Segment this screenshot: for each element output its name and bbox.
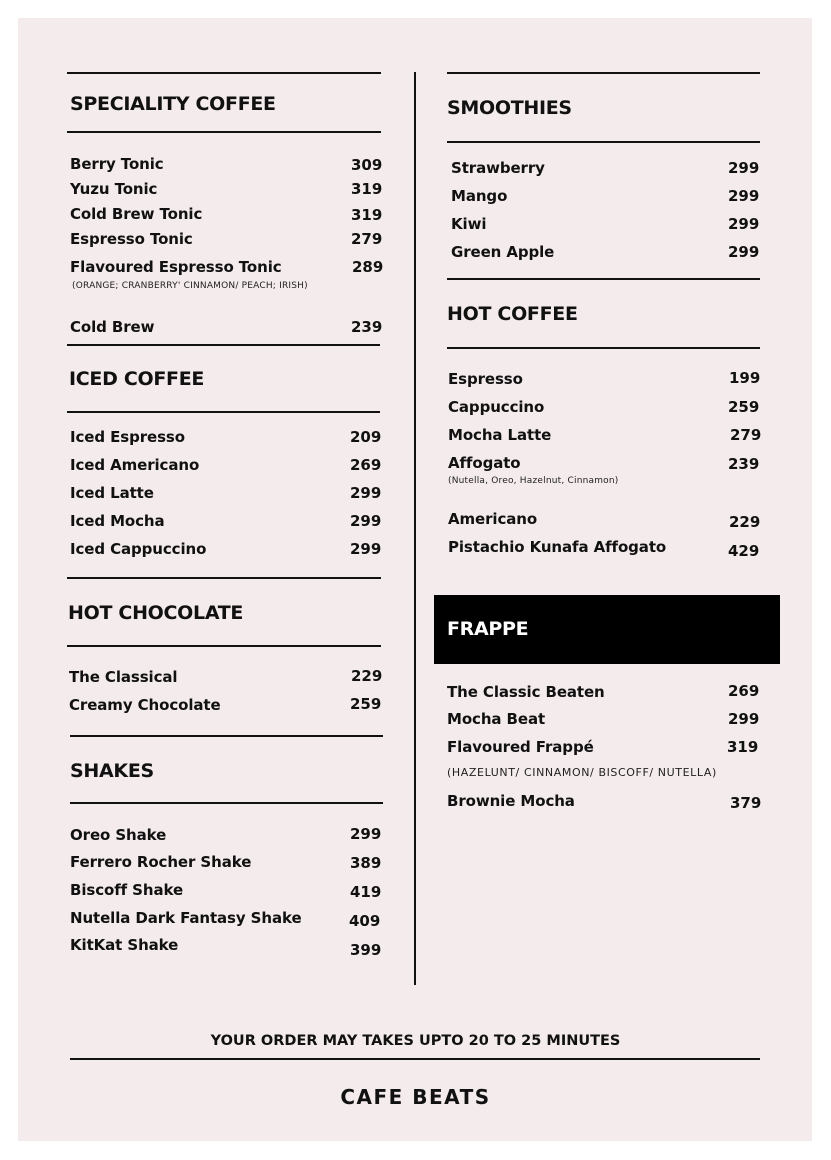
item-price: 259 [350,695,382,713]
divider [67,344,380,346]
item-price: 239 [728,455,760,473]
frappe-header-banner [434,595,780,664]
item-name: Ferrero Rocher Shake [70,853,252,871]
item-price: 289 [352,258,384,276]
section-title-iced-coffee: ICED COFFEE [69,368,205,390]
divider [67,645,381,647]
item-price: 269 [350,456,382,474]
item-note: (HAZELUNT/ CINNAMON/ BISCOFF/ NUTELLA) [447,766,717,779]
item-name: The Classical [69,668,178,686]
divider [447,72,760,74]
item-price: 269 [728,682,760,700]
item-price: 199 [729,369,761,387]
divider [70,802,383,804]
item-price: 299 [350,540,382,558]
item-name: Mocha Latte [448,426,552,444]
item-name: Mango [451,187,508,205]
item-price: 319 [727,738,759,756]
item-price: 319 [351,180,383,198]
item-name: Mocha Beat [447,710,546,728]
item-name: Pistachio Kunafa Affogato [448,538,667,556]
item-price: 259 [728,398,760,416]
item-name: Green Apple [451,243,555,261]
item-name: Espresso [448,370,523,388]
divider [447,347,760,349]
wait-time-notice: YOUR ORDER MAY TAKES UPTO 20 TO 25 MINUTES [210,1033,621,1049]
item-price: 299 [350,484,382,502]
section-title-speciality-coffee: SPECIALITY COFFEE [70,93,276,115]
item-name: Flavoured Frappé [447,738,594,756]
item-name: Nutella Dark Fantasy Shake [70,909,302,927]
divider [67,577,381,579]
item-note: (ORANGE; CRANBERRY' CINNAMON/ PEACH; IRISH) [72,281,308,291]
divider [67,131,381,133]
item-name: Berry Tonic [70,155,164,173]
item-name: Creamy Chocolate [69,696,221,714]
section-title-smoothies: SMOOTHIES [447,97,572,119]
item-price: 299 [728,159,760,177]
item-note: (Nutella, Oreo, Hazelnut, Cinnamon) [448,476,619,486]
item-price: 209 [350,428,382,446]
section-title-hot-coffee: HOT COFFEE [447,303,578,325]
item-name: Iced Cappuccino [70,540,207,558]
item-name: Brownie Mocha [447,792,575,810]
item-name: Iced Americano [70,456,200,474]
item-name: Iced Latte [70,484,154,502]
item-price: 229 [729,513,761,531]
item-price: 389 [350,854,382,872]
column-divider [414,72,416,985]
item-name: Cold Brew [70,318,155,336]
item-price: 299 [350,825,382,843]
item-name: Strawberry [451,159,545,177]
footer-divider [70,1058,760,1060]
item-price: 379 [730,794,762,812]
item-price: 279 [351,230,383,248]
item-name: Iced Mocha [70,512,165,530]
item-name: Americano [448,510,538,528]
item-name: Cappuccino [448,398,545,416]
item-price: 299 [728,710,760,728]
section-title-shakes: SHAKES [70,760,154,782]
item-price: 299 [350,512,382,530]
item-price: 429 [728,542,760,560]
item-name: Oreo Shake [70,826,167,844]
item-name: Flavoured Espresso Tonic [70,258,282,276]
divider [67,72,381,74]
item-price: 239 [351,318,383,336]
item-name: Espresso Tonic [70,230,193,248]
item-price: 399 [350,941,382,959]
section-title-frappe: FRAPPE [447,618,529,640]
item-name: Cold Brew Tonic [70,205,203,223]
item-price: 409 [349,912,381,930]
item-name: Kiwi [451,215,487,233]
item-price: 419 [350,883,382,901]
item-name: The Classic Beaten [447,683,605,701]
cafe-name: CAFE BEATS [340,1085,491,1109]
item-name: Biscoff Shake [70,881,184,899]
item-price: 229 [351,667,383,685]
section-title-hot-chocolate: HOT CHOCOLATE [68,602,244,624]
item-price: 309 [351,156,383,174]
item-price: 299 [728,243,760,261]
item-name: KitKat Shake [70,936,179,954]
item-price: 279 [730,426,762,444]
divider [447,141,760,143]
divider [67,411,380,413]
divider [447,278,760,280]
item-name: Yuzu Tonic [70,180,158,198]
item-price: 299 [728,215,760,233]
item-price: 319 [351,206,383,224]
item-price: 299 [728,187,760,205]
divider [70,735,383,737]
item-name: Iced Espresso [70,428,185,446]
item-name: Affogato [448,454,521,472]
